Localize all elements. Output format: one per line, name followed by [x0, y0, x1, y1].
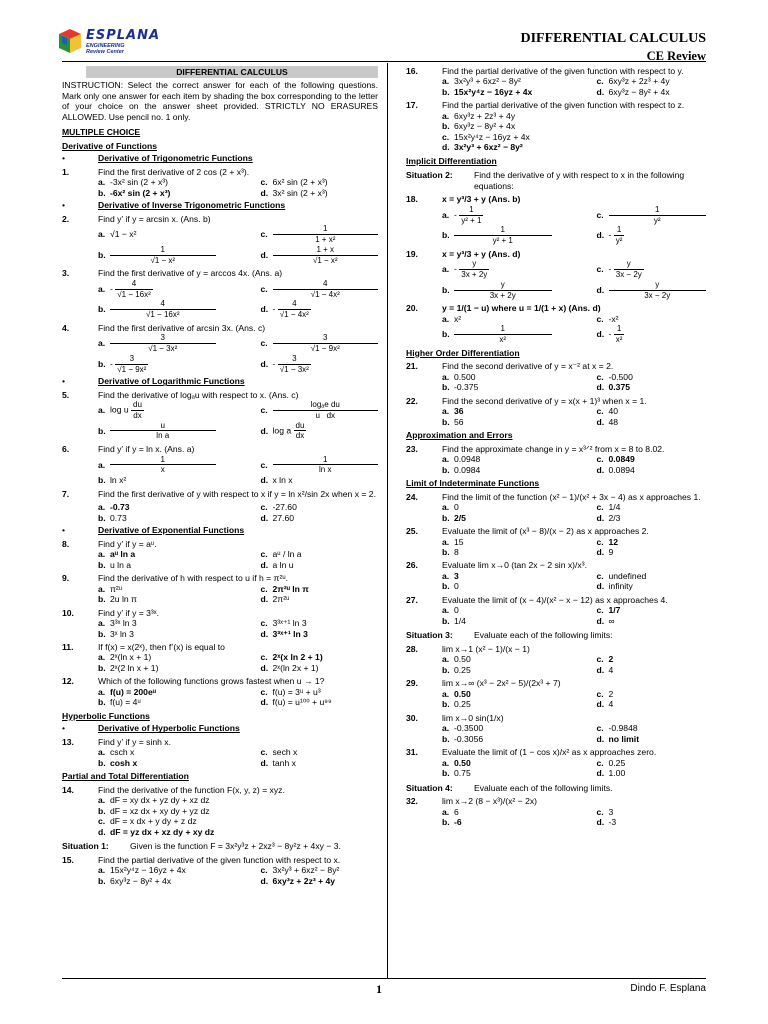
- author-name: Dindo F. Esplana: [630, 983, 706, 994]
- question-11: 11. If f(x) = x(2ˣ), then f’(x) is equal to: [62, 642, 225, 652]
- question-23: 23. Find the approximate change in y = x³ᐟ² from x = 8 to 8.02.: [406, 443, 665, 454]
- options-25: a. 15 c. 12 b. 8 d. 9: [442, 536, 619, 557]
- question-4: 4. Find the first derivative of arcsin 3x. (Ans. c): [62, 322, 266, 333]
- options-12: a. f(u) = 200eᵘ c. f(u) = 3ᵘ + u³ b. f(u) = 4ᵘ d. f(u) = u¹⁰⁰ + u⁹⁹: [98, 686, 332, 708]
- question-19: 19. x = y³/3 + y (Ans. d): [406, 248, 521, 259]
- options-13: a. csch x c. sech x b. cosh x d. tanh x: [98, 747, 298, 768]
- question-31: 31. Evaluate the limit of (1 − cos x)/x² as x approaches zero.: [406, 747, 657, 758]
- question-20: 20. y = 1/(1 − u) where u = 1/(1 + x) (Ans. d): [406, 303, 601, 314]
- bullet-log: • Derivative of Logarithmic Functions: [62, 376, 245, 387]
- heading-partial: Partial and Total Differentiation: [62, 771, 189, 782]
- options-9: a. π²ᵘ c. 2π²ᵘ ln π b. 2u ln π d. 2π²ᵘ: [98, 583, 309, 605]
- bullet-trig: • Derivative of Trigonometric Functions: [62, 153, 253, 164]
- question-17: 17. Find the partial derivative of the given function with respect to z.: [406, 100, 685, 111]
- header-divider: [62, 61, 706, 62]
- heading-derivative-functions: Derivative of Functions: [62, 140, 158, 151]
- page-title: DIFFERENTIAL CALCULUS: [520, 31, 706, 46]
- options-28: a. 0.50 c. 2 b. 0.25 d. 4: [442, 654, 614, 675]
- options-16: a. 3x²y³ + 6xz² − 8y² c. 6xy³z + 2z³ + 4y b. 15x²y⁴z − 16yz + 4x d. 6xy³z − 8y² + 4x: [442, 76, 670, 97]
- question-30: 30. lim x→0 sin(1/x): [406, 712, 504, 723]
- options-21: a. 0.500 c. -0.500 b. -0.375 d. 0.375: [442, 371, 633, 393]
- page-subtitle: CE Review: [646, 49, 706, 64]
- right-column: [406, 66, 706, 828]
- brand-logo: [58, 26, 168, 58]
- footer-divider: [62, 978, 706, 979]
- options-4: a. $\frac{3}{\text{√1 − 3x²}}$ c. $\frac{3}{\text{√1 − 9x²}}$ b. - $\frac{3}{\text{√1 − 9x²}}$ d. - $\frac{3}{\text{√1 − 3x²}}$: [62, 333, 378, 374]
- options-7: a. -0.73 c. -27.60 b. 0.73 d. 27.60: [98, 502, 297, 523]
- question-14: 14. Find the derivative of the function F(x, y, z) = xyz.: [62, 784, 285, 795]
- question-27: 27. Evaluate the limit of (x − 4)/(x² − x − 12) as x approaches 4.: [406, 594, 668, 605]
- question-28: 28. lim x→1 (x² − 1)/(x − 1): [406, 643, 530, 654]
- question-15: 15. Find the partial derivative of the given function with respect to x.: [62, 854, 341, 865]
- options-22: a. 36 c. 40 b. 56 d. 48: [442, 406, 619, 427]
- question-1: 1. Find the first derivative of 2 cos (2 + x³).: [62, 166, 250, 177]
- left-column: [62, 66, 378, 886]
- question-7: 7. Find the first derivative of y with respect to x if y = ln x²/sin 2x when x = 2.: [62, 488, 376, 499]
- question-29: 29. lim x→∞ (x³ − 2x² − 5)/(2x³ + 7): [406, 678, 561, 689]
- situation-2: Situation 2: Find the derivative of y with respect to x in the following equations:: [406, 170, 685, 191]
- question-25: 25. Evaluate the limit of (x³ − 8)/(x − 2) as x approaches 2.: [406, 526, 649, 537]
- options-24: a. 0 c. 1/4 b. 2/5 d. 2/3: [442, 502, 621, 523]
- section-title: DIFFERENTIAL CALCULUS: [86, 66, 378, 78]
- question-3: 3. Find the first derivative of y = arccos 4x. (Ans. a): [62, 268, 283, 279]
- heading-limit: Limit of Indeterminate Functions: [406, 478, 540, 489]
- options-23: a. 0.0948 c. 0.0849 b. 0.0984 d. 0.0894: [442, 454, 635, 475]
- heading-higher: Higher Order Differentiation: [406, 347, 520, 358]
- question-6: 6. Find y’ if y = ln x. (Ans. a): [62, 444, 195, 455]
- page-number: 1: [376, 982, 382, 996]
- heading-multiple-choice: MULTIPLE CHOICE: [62, 127, 141, 138]
- options-27: a. 0 c. 1/7 b. 1/4 d. ∞: [442, 605, 621, 626]
- options-10: a. 3³ˣ ln 3 c. 3³ˣ⁺¹ ln 3 b. 3ˣ ln 3 d. 3³ˣ⁺¹ ln 3: [98, 618, 308, 639]
- question-16: 16. Find the partial derivative of the given function with respect to y.: [406, 66, 684, 76]
- situation-3: Situation 3: Evaluate each of the following limits:: [406, 630, 613, 641]
- page-header: [520, 30, 706, 64]
- question-26: 26. Evaluate lim x→0 (tan 2x − 2 sin x)/x³.: [406, 560, 587, 571]
- options-3: a. - $\frac{4}{\text{√1 − 16x²}}$ c. $\frac{4}{\text{√1 − 4x²}}$ b. $\frac{4}{\text{√1 − 16x²}}$ d. - $\frac{4}{\text{√1 − 4x²}}$: [62, 279, 378, 320]
- options-20: a. x² c. -x² b. $\frac{1}{\text{x²}}$ d. - $\frac{1}{\text{x²}}$: [442, 313, 623, 345]
- question-12: 12. Which of the following functions grows fastest when u → 1?: [62, 676, 325, 687]
- heading-approx: Approximation and Errors: [406, 430, 513, 441]
- options-29: a. 0.50 c. 2 b. 0.25 d. 4: [442, 688, 614, 710]
- bullet-exp: • Derivative of Exponential Functions: [62, 525, 245, 536]
- bullet-invtrig: • Derivative of Inverse Trigonometric Functions: [62, 200, 286, 211]
- bullet-hyp: • Derivative of Hyperbolic Functions: [62, 723, 240, 734]
- options-32: a. 6 c. 3 b. -6 d. -3: [442, 806, 617, 828]
- instruction-text: INSTRUCTION: Select the correct answer for each of the following questions. Mark only one answer for each item by shading the box corresponding to the letter of your choice on the answer sheet provided. STRICTLY NO ERASURES ALLOWED. Use pencil no. 1 only.: [62, 80, 378, 122]
- question-5: 5. Find the derivative of logₐu with respect to x. (Ans. c): [62, 389, 299, 400]
- brand-tagline: ENGINEERING Review Center: [86, 43, 125, 56]
- options-8: a. aᵘ ln a c. aᵘ / ln a b. u ln a d. a ln u: [98, 549, 302, 570]
- question-9: 9. Find the derivative of h with respect to u if h = π²ᵘ.: [62, 573, 289, 584]
- options-31: a. 0.50 c. 0.25 b. 0.75 d. 1.00: [442, 757, 626, 779]
- question-10: 10. Find y’ if y = 3³ˣ.: [62, 607, 160, 618]
- question-18: 18. x = y³/3 + y (Ans. b): [406, 194, 521, 205]
- situation-4: Situation 4: Evaluate each of the following limits.: [406, 782, 613, 793]
- options-26: a. 3 c. undefined b. 0 d. infinity: [442, 570, 647, 592]
- question-2: 2. Find y’ if y = arcsin x. (Ans. b): [62, 213, 211, 224]
- options-2: a. √1 − x² c. $\frac{1}{\text{1 + x²}}$ b. $\frac{1}{\text{√1 − x²}}$ d. $\frac{1 + x}{\text{√1 − x²}}$: [62, 224, 378, 265]
- brand-name: ESPLANA: [86, 28, 161, 43]
- options-19: a. - $\frac{y}{3x + 2y}$ c. - $\frac{y}{3x - 2y}$ b. $\frac{y}{3x + 2y}$ d. $\frac{y}{3x - 2y}$: [406, 259, 706, 300]
- column-divider: [387, 63, 388, 978]
- options-6: a. $\frac{1}{x}$ c. $\frac{1}{\text{ln x}}$ b. ln x² d. x ln x: [62, 455, 378, 486]
- options-18: a. - $\frac{1}{\text{y² + 1}}$ c. $\frac{1}{\text{y²}}$ b. $\frac{1}{\text{y² + 1}}$ d. - $\frac{1}{\text{y²}}$: [406, 205, 706, 246]
- question-8: 8. Find y’ if y = aᵘ.: [62, 538, 157, 549]
- heading-implicit: Implicit Differentiation: [406, 155, 497, 166]
- options-15: a. 15x²y⁴z − 16yz + 4x c. 3x²y³ + 6xz² − 8y² b. 6xy³z − 8y² + 4x d. 6xy³z + 2z³ + 4y: [98, 865, 340, 886]
- options-11: a. 2ˣ(ln x + 1) c. 2ˣ(x ln 2 + 1) b. 2ˣ(2 ln x + 1) d. 2ˣ(ln 2x + 1): [98, 652, 323, 673]
- cube-logo-icon: [58, 28, 82, 54]
- options-1: a. -3x² sin (2 + x³) c. 6x² sin (2 + x³) b. -6x² sin (2 + x³) d. 3x² sin (2 + x³): [98, 177, 328, 198]
- question-24: 24. Find the limit of the function (x² − 1)/(x² + 3x − 4) as x approaches 1.: [406, 491, 701, 502]
- question-22: 22. Find the second derivative of y = x(x + 1)³ when x = 1.: [406, 395, 647, 406]
- heading-hyperbolic: Hyperbolic Functions: [62, 710, 150, 721]
- options-5: a. log u $\frac{du}{dx}$ c. $\frac{\text{logₐe du}}{\text{u dx}}$ b. $\frac{u}{\text{ln a}}$ d. log a $\frac{du}{dx}$: [62, 400, 378, 441]
- situation-1: Situation 1: Given is the function F = 3x²y³z + 2xz³ − 8y²z + 4xy − 3.: [62, 841, 341, 852]
- question-32: 32. lim x→2 (8 − x³)/(x² − 2x): [406, 796, 538, 807]
- options-14: a. dF = xy dx + yz dy + xz dz b. dF = xz dx + xy dy + yz dz c. dF = x dx + y dy + z dz d. dF = yz dx + xz dy + xy dz: [98, 795, 215, 837]
- question-13: 13. Find y’ if y = sinh x.: [62, 736, 171, 747]
- options-17: a. 6xy³z + 2z³ + 4y b. 6xy³z − 8y² + 4x c. 15x²y⁴z − 16yz + 4x d. 3x²y³ + 6xz² − 8y²: [442, 110, 530, 153]
- options-30: a. -0.3500 c. -0.9848 b. -0.3056 d. no limit: [442, 723, 640, 744]
- question-21: 21. Find the second derivative of y = x⁻² at x = 2.: [406, 361, 614, 372]
